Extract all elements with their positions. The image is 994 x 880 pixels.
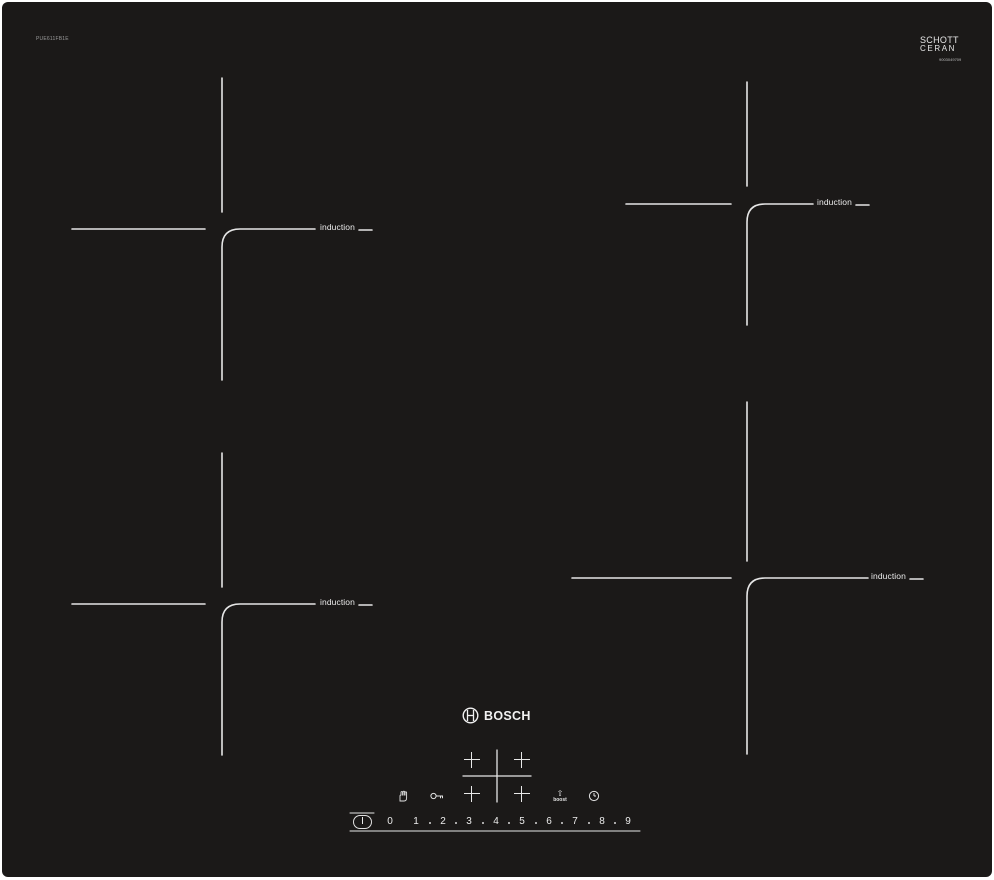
scale-dot (429, 822, 431, 824)
scale-dot (614, 822, 616, 824)
power-level-0[interactable]: 0 (387, 816, 393, 827)
power-level-1[interactable]: 1 (413, 816, 419, 827)
zone-select-rear-right-button[interactable] (514, 752, 530, 768)
zone-select-front-right-button[interactable] (514, 786, 530, 802)
model-code: PUE611FB1E (36, 36, 69, 42)
main-power-button[interactable]: I (353, 815, 372, 829)
boost-icon: ⇧ (556, 789, 564, 798)
power-level-3[interactable]: 3 (466, 816, 472, 827)
zone-markings (2, 2, 992, 877)
scale-dot (561, 822, 563, 824)
schott-logo-line1: SCHOTT (920, 35, 959, 45)
schott-logo-line2: CERAN (920, 44, 957, 53)
child-lock-key-icon[interactable] (430, 791, 444, 804)
brand-name: BOSCH (484, 708, 531, 723)
power-level-2[interactable]: 2 (440, 816, 446, 827)
power-level-6[interactable]: 6 (546, 816, 552, 827)
power-level-5[interactable]: 5 (519, 816, 525, 827)
power-level-9[interactable]: 9 (625, 816, 631, 827)
power-level-8[interactable]: 8 (599, 816, 605, 827)
bosch-armature-icon (462, 707, 479, 724)
zone-select-front-left-button[interactable] (464, 786, 480, 802)
schott-logo-code: 9003049709 (939, 57, 962, 62)
boost-label: boost (553, 797, 567, 803)
zone-label-front-left: induction (320, 597, 355, 607)
cooktop-glass-panel (2, 2, 992, 877)
scale-dot (455, 822, 457, 824)
scale-dot (482, 822, 484, 824)
zone-select-rear-left-button[interactable] (464, 752, 480, 768)
scale-dot (508, 822, 510, 824)
zone-label-front-right: induction (871, 571, 906, 581)
scale-dot (535, 822, 537, 824)
zone-label-rear-left: induction (320, 222, 355, 232)
zone-label-rear-right: induction (817, 197, 852, 207)
timer-clock-icon[interactable] (587, 790, 601, 805)
scale-dot (588, 822, 590, 824)
power-level-7[interactable]: 7 (572, 816, 578, 827)
power-level-4[interactable]: 4 (493, 816, 499, 827)
bosch-logo (462, 707, 531, 724)
wipe-protection-hand-icon[interactable] (396, 790, 410, 805)
boost-button[interactable] (551, 790, 569, 803)
